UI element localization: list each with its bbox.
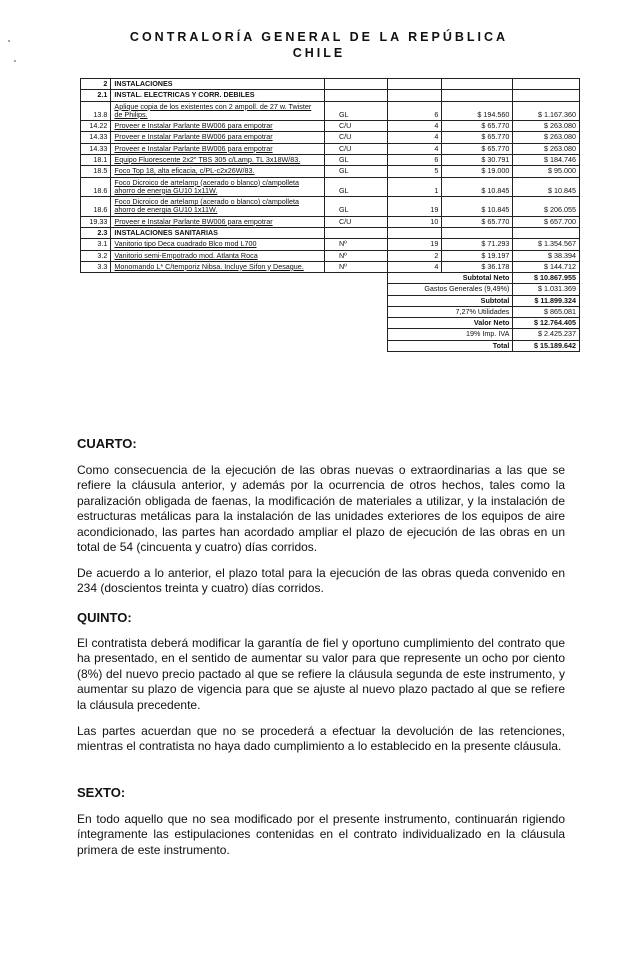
unit-price-cell: $ 65.770 — [442, 121, 513, 132]
header-institution: CONTRALORÍA GENERAL DE LA REPÚBLICA — [129, 30, 509, 44]
unit-cell: Nº — [324, 261, 387, 272]
quantity-cell — [387, 79, 442, 90]
quantity-cell: 5 — [387, 166, 442, 177]
summary-row — [81, 273, 580, 284]
line-total-cell: $ 263.080 — [513, 121, 580, 132]
item-number-cell: 3.3 — [81, 261, 111, 272]
quantity-cell: 6 — [387, 154, 442, 165]
unit-price-cell: $ 36.178 — [442, 261, 513, 272]
unit-cell: C/U — [324, 143, 387, 154]
unit-price-cell: $ 71.293 — [442, 239, 513, 250]
quantity-cell: 2 — [387, 250, 442, 261]
table-section-row — [81, 227, 580, 238]
paragraph-quinto-2: Las partes acuerdan que no se procederá a efectuar la devolución de las retenciones, mientras el contratista no haya dado cumplimiento a lo establecido en la presente cláusula. — [77, 724, 565, 754]
quantity-cell: 19 — [387, 239, 442, 250]
section-title-sexto: SEXTO: — [77, 785, 126, 800]
line-total-cell — [513, 90, 580, 101]
summary-spacer — [81, 273, 388, 284]
summary-spacer — [81, 318, 388, 329]
table-row — [81, 132, 580, 143]
quantity-cell — [387, 227, 442, 238]
unit-cell: C/U — [324, 132, 387, 143]
table-row — [81, 250, 580, 261]
description-cell: Proveer e Instalar Parlante BW006 para empotrar — [111, 121, 325, 132]
description-cell: Aplique copia de los existentes con 2 ampoll. de 27 w. Twister de Philips. — [111, 101, 325, 121]
unit-price-cell: $ 10.845 — [442, 177, 513, 197]
scan-speck — [14, 60, 16, 62]
unit-cell: GL — [324, 101, 387, 121]
summary-row — [81, 295, 580, 306]
summary-spacer — [81, 340, 388, 351]
description-cell: Foco Dicroico de artelamp (acerado o blanco) c/ampolleta ahorro de energia GU10 1x11W. — [111, 197, 325, 217]
description-cell: Vanitorio semi-Empotrado mod. Atlanta Roca — [111, 250, 325, 261]
summary-spacer — [81, 284, 388, 295]
quantity-cell: 6 — [387, 101, 442, 121]
line-total-cell: $ 1.354.567 — [513, 239, 580, 250]
item-number-cell: 18.1 — [81, 154, 111, 165]
description-cell: Proveer e Instalar Parlante BW006 para empotrar — [111, 216, 325, 227]
unit-cell: GL — [324, 166, 387, 177]
header-country: CHILE — [292, 46, 346, 60]
table-row — [81, 121, 580, 132]
line-total-cell: $ 263.080 — [513, 132, 580, 143]
description-cell: Monomando L* C/temporiz Nibsa. Incluye Sifon y Desague. — [111, 261, 325, 272]
unit-cell: GL — [324, 177, 387, 197]
unit-cell: GL — [324, 197, 387, 217]
line-total-cell: $ 184.746 — [513, 154, 580, 165]
unit-cell — [324, 79, 387, 90]
unit-cell — [324, 90, 387, 101]
table-row — [81, 261, 580, 272]
table-row — [81, 177, 580, 197]
item-number-cell: 3.2 — [81, 250, 111, 261]
table-row — [81, 154, 580, 165]
paragraph-sexto-1: En todo aquello que no sea modificado por el presente instrumento, continuarán rigiendo íntegramente las estipulaciones contenidas en el contrato individualizado en la cláusula primera de este instrumento. — [77, 812, 565, 857]
quantity-cell: 4 — [387, 132, 442, 143]
table-row — [81, 166, 580, 177]
item-number-cell: 2 — [81, 79, 111, 90]
unit-cell: Nº — [324, 250, 387, 261]
line-total-cell: $ 38.394 — [513, 250, 580, 261]
item-number-cell: 14.33 — [81, 132, 111, 143]
description-cell: INSTAL. ELECTRICAS Y CORR. DEBILES — [111, 90, 325, 101]
unit-cell: C/U — [324, 121, 387, 132]
item-number-cell: 18.6 — [81, 177, 111, 197]
table-section-row — [81, 79, 580, 90]
table-section-row — [81, 90, 580, 101]
line-total-cell: $ 144.712 — [513, 261, 580, 272]
budget-table — [80, 78, 580, 352]
summary-row — [81, 318, 580, 329]
unit-price-cell — [442, 227, 513, 238]
item-number-cell: 2.1 — [81, 90, 111, 101]
section-title-cuarto: CUARTO: — [77, 436, 137, 451]
line-total-cell: $ 95.000 — [513, 166, 580, 177]
table-row — [81, 197, 580, 217]
description-cell: Foco Top 18, alta eficacia, c/PL-c2x26W/83. — [111, 166, 325, 177]
item-number-cell: 18.6 — [81, 197, 111, 217]
unit-price-cell — [442, 79, 513, 90]
unit-price-cell: $ 194.560 — [442, 101, 513, 121]
quantity-cell: 19 — [387, 197, 442, 217]
line-total-cell: $ 10.845 — [513, 177, 580, 197]
description-cell: Proveer e Instalar Parlante BW006 para empotrar — [111, 143, 325, 154]
paragraph-quinto-1: El contratista deberá modificar la garantía de fiel y oportuno cumplimiento del contrato que ha presentado, en el sentido de aumentar su valor para que represente un ocho por ciento (8%) del nuevo precio pactado al que se refiere la cláusula segunda de este instrumento, y aumentar su plazo de vigencia para que se ajuste al nuevo plazo pactado al que se refiere la cláusula precedente. — [77, 636, 565, 712]
summary-label: Subtotal Neto — [387, 273, 513, 284]
description-cell: INSTALACIONES SANITARIAS — [111, 227, 325, 238]
quantity-cell: 4 — [387, 121, 442, 132]
item-number-cell: 2.3 — [81, 227, 111, 238]
summary-label: Total — [387, 340, 513, 351]
description-cell: Vanitorio tipo Deca cuadrado Blco mod L700 — [111, 239, 325, 250]
unit-price-cell: $ 10.845 — [442, 197, 513, 217]
unit-cell: Nº — [324, 239, 387, 250]
description-cell: Proveer e Instalar Parlante BW006 para empotrar — [111, 132, 325, 143]
summary-spacer — [81, 306, 388, 317]
quantity-cell: 4 — [387, 261, 442, 272]
table-row — [81, 239, 580, 250]
section-title-quinto: QUINTO: — [77, 610, 132, 625]
summary-value: $ 15.189.642 — [513, 340, 580, 351]
unit-cell: C/U — [324, 216, 387, 227]
item-number-cell: 14.22 — [81, 121, 111, 132]
line-total-cell: $ 206.055 — [513, 197, 580, 217]
line-total-cell: $ 657.700 — [513, 216, 580, 227]
summary-spacer — [81, 295, 388, 306]
table-row — [81, 216, 580, 227]
quantity-cell: 10 — [387, 216, 442, 227]
line-total-cell: $ 1.167.360 — [513, 101, 580, 121]
summary-value: $ 2.425.237 — [513, 329, 580, 340]
description-cell: Equipo Fluorescente 2x2" TBS 305 c/Lamp. TL 3x18W/83. — [111, 154, 325, 165]
summary-row — [81, 329, 580, 340]
item-number-cell: 19.33 — [81, 216, 111, 227]
unit-cell — [324, 227, 387, 238]
summary-label: Subtotal — [387, 295, 513, 306]
summary-spacer — [81, 329, 388, 340]
summary-row — [81, 340, 580, 351]
unit-cell: GL — [324, 154, 387, 165]
line-total-cell — [513, 79, 580, 90]
paragraph-cuarto-1: Como consecuencia de la ejecución de las obras nuevas o extraordinarias a las que se refiere la cláusula anterior, y además por la ocurrencia de otros hechos, tales como la paralización obligada de faenas, la modificación de materiales a utilizar, y la instalación de estructuras metálicas para la instalación de las unidades exteriores de los equipos de aire acondicionado, las partes han acordado ampliar el plazo de ejecución de las obras en un total de 54 (cincuenta y cuatro) días corridos. — [77, 463, 565, 555]
summary-row — [81, 284, 580, 295]
paragraph-cuarto-2: De acuerdo a lo anterior, el plazo total para la ejecución de las obras queda convenido en 234 (doscientos treinta y cuatro) días corridos. — [77, 566, 565, 596]
line-total-cell — [513, 227, 580, 238]
item-number-cell: 3.1 — [81, 239, 111, 250]
item-number-cell: 13.8 — [81, 101, 111, 121]
table-row — [81, 143, 580, 154]
summary-label: Gastos Generales (9,49%) — [387, 284, 513, 295]
item-number-cell: 18.5 — [81, 166, 111, 177]
unit-price-cell: $ 65.770 — [442, 132, 513, 143]
summary-label: Valor Neto — [387, 318, 513, 329]
summary-value: $ 12.764.405 — [513, 318, 580, 329]
summary-value: $ 1.031.369 — [513, 284, 580, 295]
description-cell: Foco Dicroico de artelamp (acerado o blanco) c/ampolleta ahorro de energia GU10 1x11W. — [111, 177, 325, 197]
quantity-cell: 1 — [387, 177, 442, 197]
unit-price-cell: $ 19.000 — [442, 166, 513, 177]
summary-label: 19% Imp. IVA — [387, 329, 513, 340]
quantity-cell — [387, 90, 442, 101]
unit-price-cell — [442, 90, 513, 101]
description-cell: INSTALACIONES — [111, 79, 325, 90]
table-row — [81, 101, 580, 121]
summary-label: 7,27% Utilidades — [387, 306, 513, 317]
item-number-cell: 14.33 — [81, 143, 111, 154]
line-total-cell: $ 263.080 — [513, 143, 580, 154]
summary-value: $ 10.867.955 — [513, 273, 580, 284]
quantity-cell: 4 — [387, 143, 442, 154]
summary-row — [81, 306, 580, 317]
unit-price-cell: $ 65.770 — [442, 143, 513, 154]
summary-value: $ 11.899.324 — [513, 295, 580, 306]
summary-value: $ 865.081 — [513, 306, 580, 317]
unit-price-cell: $ 19.197 — [442, 250, 513, 261]
unit-price-cell: $ 65.770 — [442, 216, 513, 227]
unit-price-cell: $ 30.791 — [442, 154, 513, 165]
